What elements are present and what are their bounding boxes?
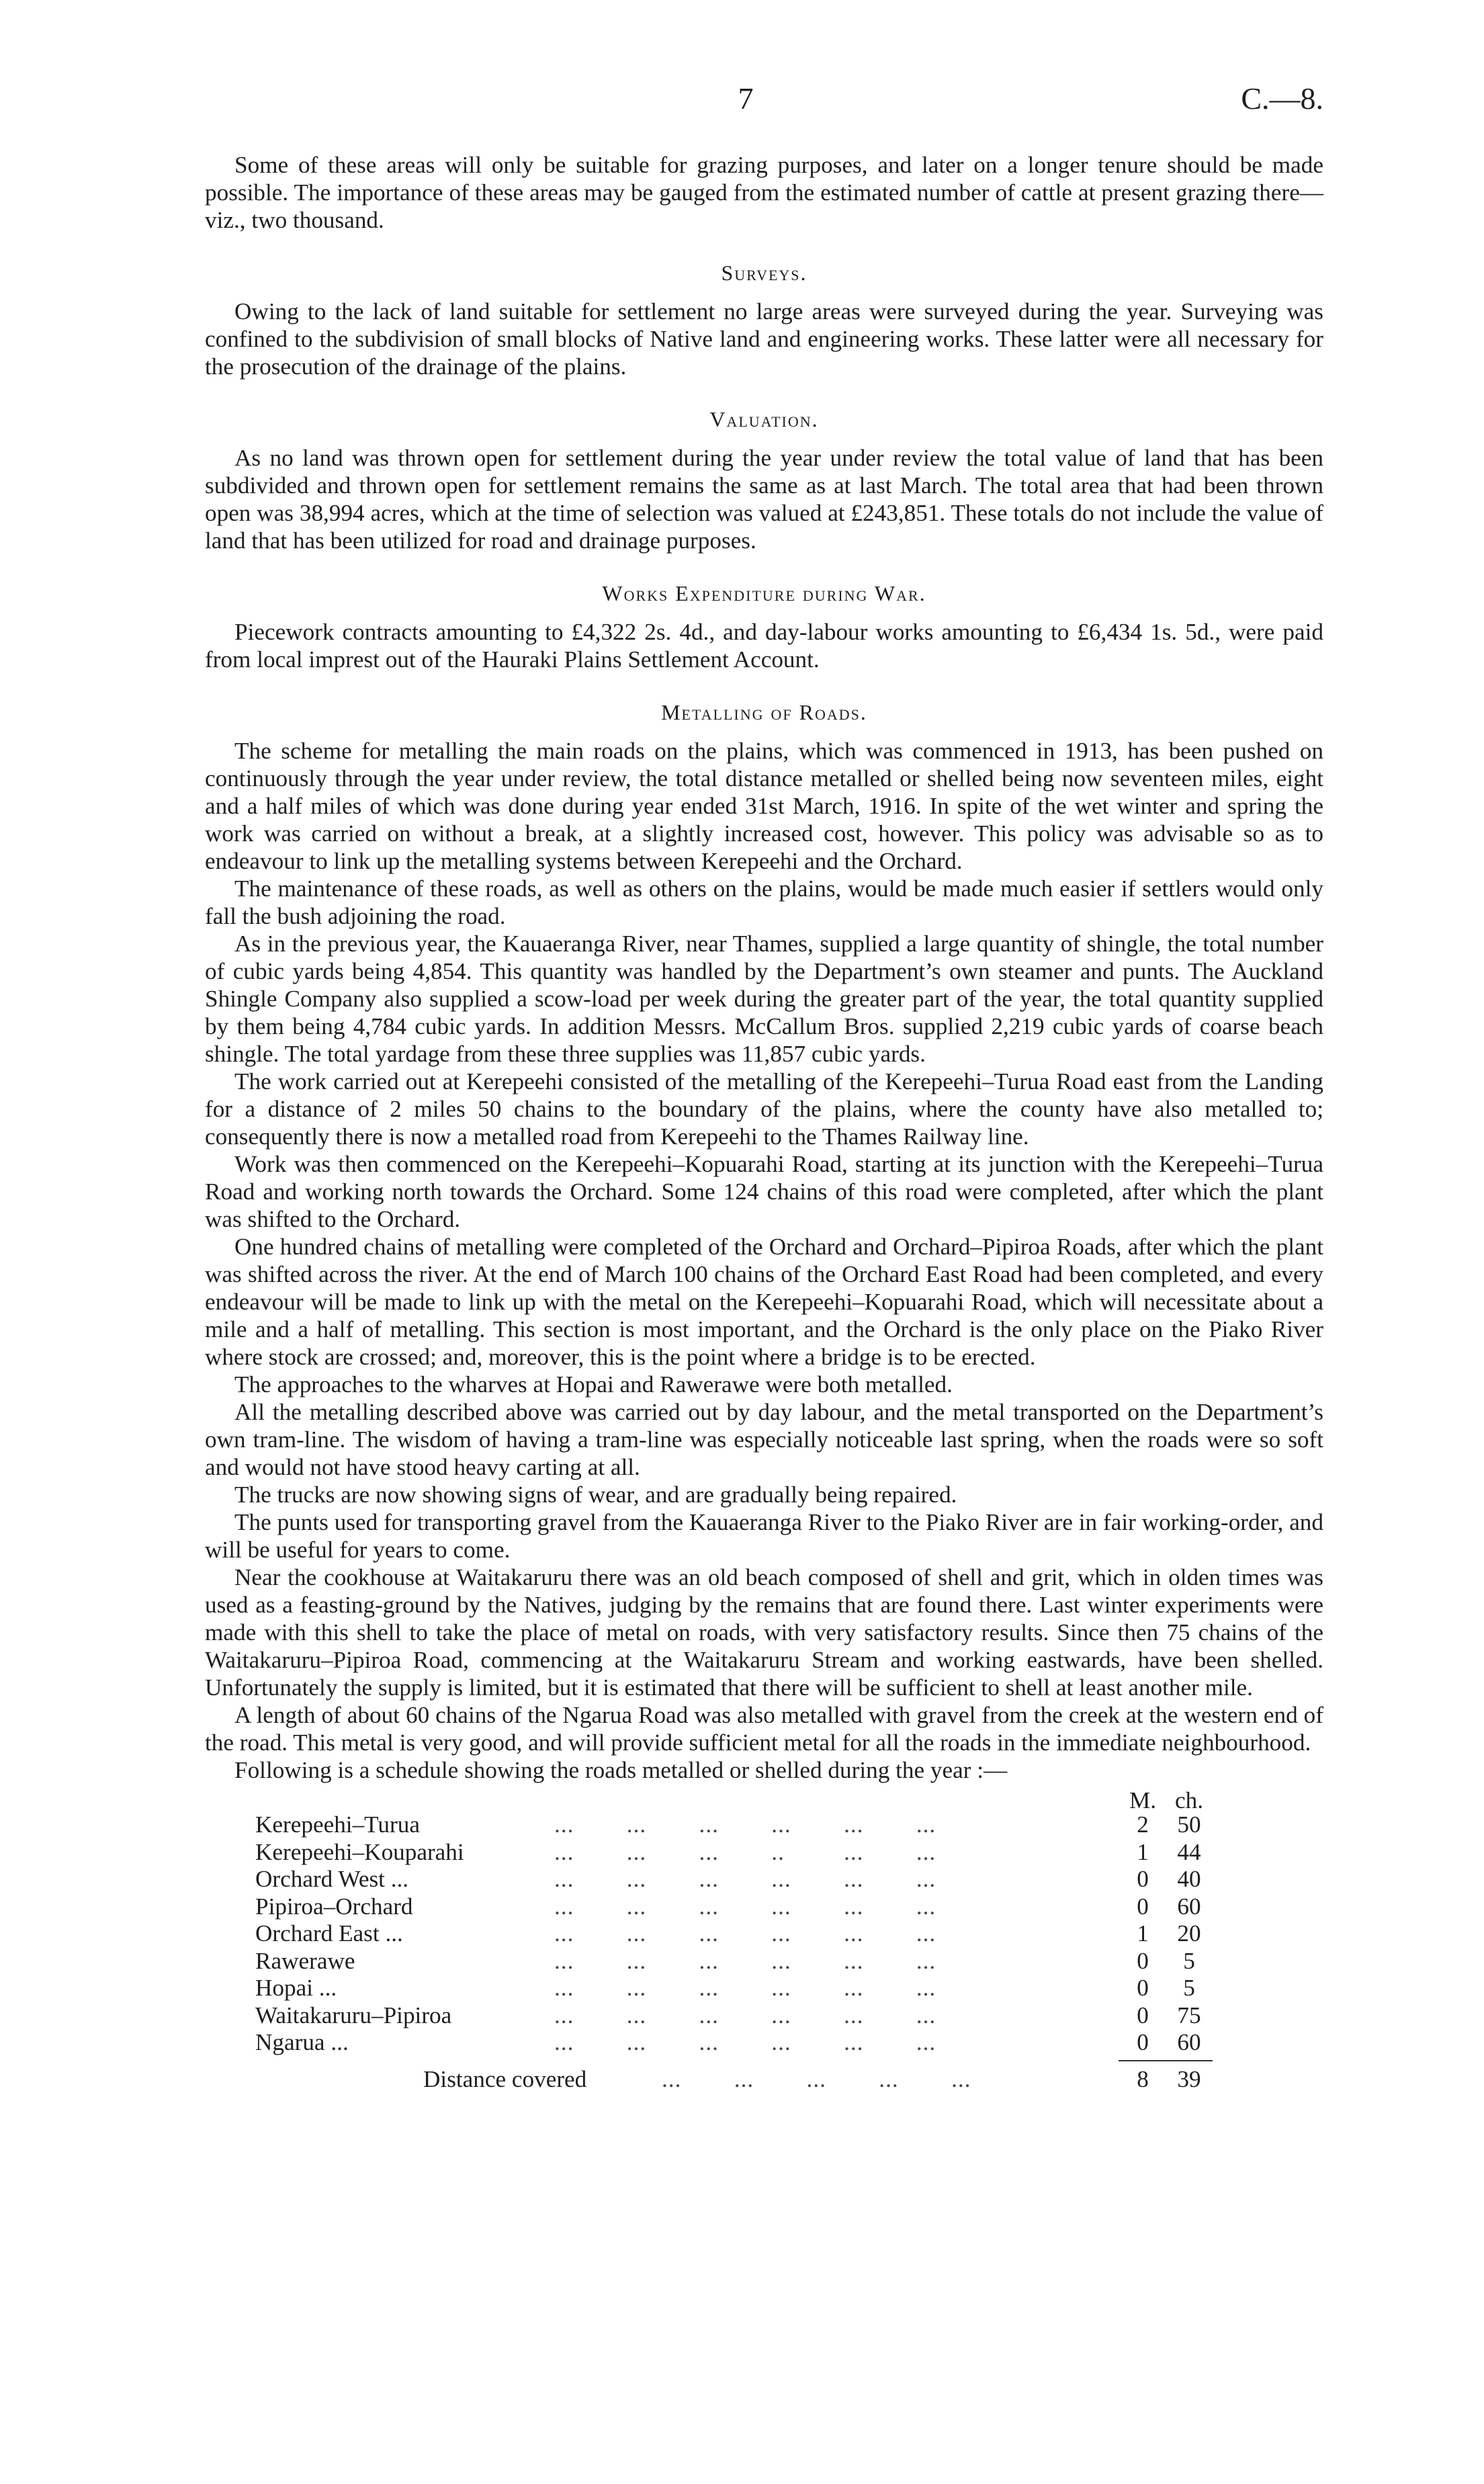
miles-value: 0	[1137, 2029, 1149, 2055]
miles-value: 0	[1137, 2002, 1149, 2028]
paragraph: The punts used for transporting gravel from the Kauaeranga River to the Piako River are in fair working-order, and will be useful for years to come.	[205, 1509, 1323, 1563]
paragraph: Work was then commenced on the Kerepeehi–Kopuarahi Road, starting at its junction with the Kerepeehi–Turua Road and working north towards the Orchard. Some 124 chains of this road were completed, after which the plant was shifted to the Orchard.	[205, 1151, 1323, 1232]
roads-schedule-table	[205, 1787, 1233, 2094]
chains-value: 40	[1177, 1866, 1201, 1892]
leader-dots: ... ... ... ... ... ...	[554, 2002, 936, 2028]
paragraph: A length of about 60 chains of the Ngarua Road was also metalled with gravel from the creek at the western end of the road. This metal is very good, and will provide sufficient metal for all the roads in the immediate neighbourhood.	[205, 1702, 1323, 1756]
chains-value: 5	[1183, 1975, 1195, 2001]
paragraph: Piecework contracts amounting to £4,322 2s. 4d., and day-labour works amounting to £6,434 1s. 5d., were paid from local imprest out of the Hauraki Plains Settlement Account.	[205, 619, 1323, 673]
section-valuation	[205, 406, 1323, 554]
miles-value: 0	[1137, 1893, 1149, 1920]
leader-dots: ... ... ... ... ... ...	[554, 1947, 936, 1974]
paragraph: The work carried out at Kerepeehi consisted of the metalling of the Kerepeehi–Turua Road east from the Landing for a distance of 2 miles 50 chains to the boundary of the plains, where the county have also metalled to; consequently there is now a metalled road from Kerepeehi to the Thames Railway line.	[205, 1068, 1323, 1150]
road-name: Rawerawe	[255, 1947, 355, 1974]
section-heading: Metalling of Roads.	[661, 700, 867, 724]
table-row	[205, 1974, 1233, 2002]
total-chains: 39	[1177, 2065, 1201, 2092]
road-name: Hopai ...	[255, 1975, 337, 2001]
table-row	[205, 1920, 1233, 1947]
road-name: Ngarua ...	[255, 2029, 349, 2055]
section-works-expenditure	[205, 580, 1323, 673]
paragraph: The maintenance of these roads, as well as others on the plains, would be made much easier if settlers would only fall the bush adjoining the road.	[205, 875, 1323, 929]
section-heading: Works Expenditure during War.	[602, 581, 926, 605]
paragraph: Following is a schedule showing the roads metalled or shelled during the year :—	[234, 1757, 1008, 1783]
document-reference: C.—8.	[1241, 81, 1323, 116]
chains-value: 50	[1177, 1811, 1201, 1838]
unit-chains-header: ch.	[1174, 1787, 1203, 1813]
total-row	[205, 2065, 1233, 2094]
table-row	[205, 2002, 1233, 2029]
chains-value: 60	[1177, 2029, 1201, 2055]
leader-dots: ... ... ... ... ... ...	[554, 1866, 936, 1892]
section-metalling-of-roads	[205, 699, 1323, 1784]
total-rule	[205, 2056, 1233, 2065]
miles-value: 2	[1137, 1811, 1149, 1838]
road-name: Pipiroa–Orchard	[255, 1893, 413, 1920]
leader-dots: ... ... ... ... ... ...	[554, 2029, 936, 2055]
paragraph: As in the previous year, the Kauaeranga River, near Thames, supplied a large quantity of shingle, the total number of cubic yards being 4,854. This quantity was handled by the Department’s own steamer and punts. The Auckland Shingle Company also supplied a scow-load per week during the greater part of the year, the total quantity supplied by them being 4,784 cubic yards. In addition Messrs. McCallum Bros. supplied 2,219 cubic yards of coarse beach shingle. The total yardage from these three supplies was 11,857 cubic yards.	[205, 931, 1323, 1067]
table-row	[205, 1893, 1233, 1920]
road-name: Kerepeehi–Turua	[255, 1811, 420, 1838]
paragraph: The trucks are now showing signs of wear, and are gradually being repaired.	[234, 1482, 957, 1508]
paragraph: One hundred chains of metalling were completed of the Orchard and Orchard–Pipiroa Roads, after which the plant was shifted across the river. At the end of March 100 chains of the Orchard East Road had been completed, and every endeavour will be made to link up with the metal on the Kerepeehi–Kopuarahi Road, which will necessitate about a mile and a half of metalling. This section is most important, and the Orchard is the only place on the Piako River where stock are crossed; and, moreover, this is the point where a bridge is to be erected.	[205, 1234, 1323, 1370]
chains-value: 44	[1177, 1838, 1201, 1865]
table-row	[205, 1838, 1233, 1866]
paragraph: The scheme for metalling the main roads on the plains, which was commenced in 1913, has been pushed on continuously through the year under review, the total distance metalled or shelled being now seventeen miles, eight and a half miles of which was done during year ended 31st March, 1916. In spite of the wet winter and spring the work was carried on without a break, at a slightly increased cost, however. This policy was advisable so as to endeavour to link up the metalling systems between Kerepeehi and the Orchard.	[205, 738, 1323, 874]
document-body	[205, 151, 1323, 2094]
schedule-units-header	[205, 1787, 1233, 1811]
unit-miles-header: M.	[1129, 1787, 1157, 1813]
section-surveys	[205, 259, 1323, 380]
leader-dots: ... ... ... ... ...	[662, 2065, 971, 2092]
road-name: Kerepeehi–Kouparahi	[255, 1838, 464, 1865]
total-label: Distance covered	[423, 2065, 587, 2092]
miles-value: 0	[1137, 1866, 1149, 1892]
leader-dots: ... ... ... ... ... ...	[554, 1920, 936, 1946]
miles-value: 1	[1137, 1838, 1149, 1865]
chains-value: 20	[1177, 1920, 1201, 1946]
section-heading: Surveys.	[721, 261, 808, 285]
miles-value: 0	[1137, 1975, 1149, 2001]
paragraph: The approaches to the wharves at Hopai and Rawerawe were both metalled.	[234, 1371, 953, 1398]
road-name: Orchard East ...	[255, 1920, 403, 1946]
chains-value: 60	[1177, 1893, 1201, 1920]
page-number: 7	[738, 81, 754, 116]
road-name: Orchard West ...	[255, 1866, 409, 1892]
paragraph: All the metalling described above was carried out by day labour, and the metal transported on the Department’s own tram-line. The wisdom of having a tram-line was especially noticeable last spring, when the roads were so soft and would not have stood heavy carting at all.	[205, 1399, 1323, 1480]
paragraph: Near the cookhouse at Waitakaruru there was an old beach composed of shell and grit, which in olden times was used as a feasting-ground by the Natives, judging by the remains that are found there. Last winter experiments were made with this shell to take the place of metal on roads, with very satisfactory results. Since then 75 chains of the Waitakaruru–Pipiroa Road, commencing at the Waitakaruru Stream and working eastwards, have been shelled. Unfortunately the supply is limited, but it is estimated that there will be sufficient to shell at least another mile.	[205, 1564, 1323, 1701]
section-heading: Valuation.	[709, 407, 819, 431]
table-row	[205, 2028, 1233, 2056]
leader-dots: ... ... ... .. ... ...	[554, 1838, 936, 1865]
table-row	[205, 1947, 1233, 1975]
leader-dots: ... ... ... ... ... ...	[554, 1893, 936, 1920]
miles-value: 0	[1137, 1947, 1149, 1974]
road-name: Waitakaruru–Pipiroa	[255, 2002, 452, 2028]
leader-dots: ... ... ... ... ... ...	[554, 1975, 936, 2001]
intro-paragraph: Some of these areas will only be suitable for grazing purposes, and later on a longer tenure should be made possible. The importance of these areas may be gauged from the estimated number of cattle at present grazing there—viz., two thousand.	[205, 152, 1323, 233]
total-rule-line	[1119, 2060, 1213, 2061]
table-row	[205, 1811, 1233, 1838]
total-miles: 8	[1137, 2065, 1149, 2092]
paragraph: Owing to the lack of land suitable for settlement no large areas were surveyed during the year. Surveying was confined to the subdivision of small blocks of Native land and engineering works. These latter were all necessary for the prosecution of the drainage of the plains.	[205, 298, 1323, 380]
paragraph: As no land was thrown open for settlement during the year under review the total value of land that has been subdivided and thrown open for settlement remains the same as at last March. The total area that had been thrown open was 38,994 acres, which at the time of selection was valued at £243,851. These totals do not include the value of land that has been utilized for road and drainage purposes.	[205, 445, 1323, 554]
miles-value: 1	[1137, 1920, 1149, 1946]
chains-value: 5	[1183, 1947, 1195, 1974]
chains-value: 75	[1177, 2002, 1201, 2028]
table-row	[205, 1865, 1233, 1893]
leader-dots: ... ... ... ... ... ...	[554, 1811, 936, 1838]
